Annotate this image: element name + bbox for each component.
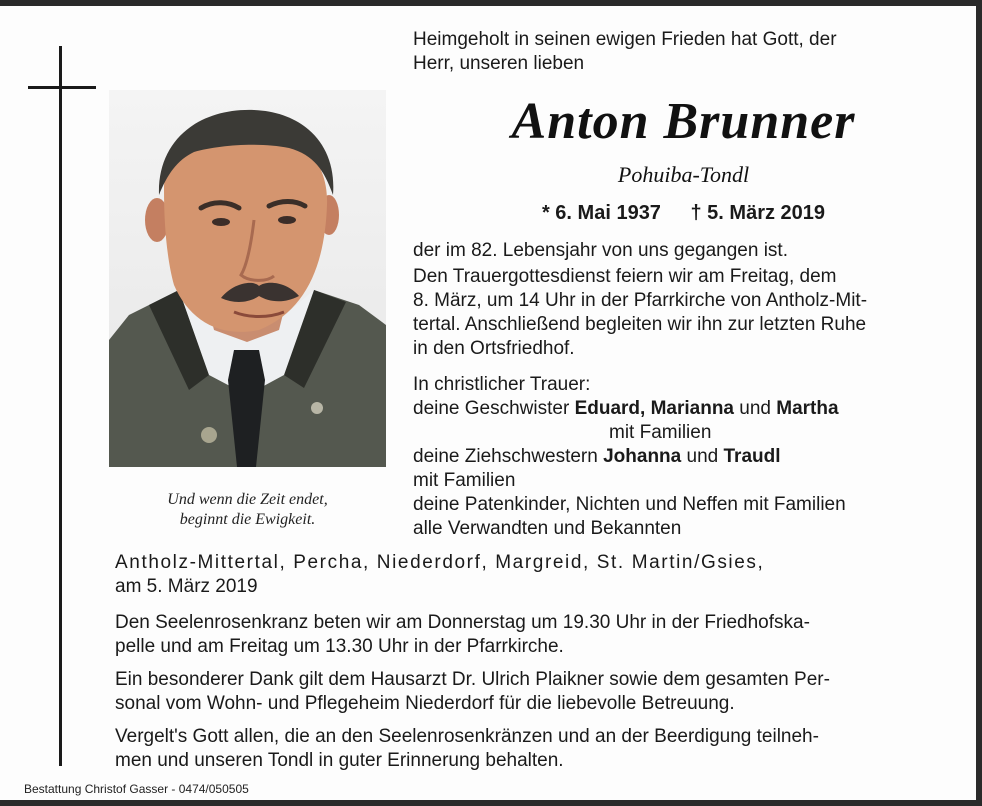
date-line: am 5. März 2019 [115,576,258,597]
service-line: 8. März, um 14 Uhr in der Pfarrkirche von Antholz-Mit- [413,290,868,311]
siblings-and: und [739,398,771,419]
age-text [413,239,954,263]
intro-line: Heimgeholt in seinen ewigen Frieden hat Gott, der [413,29,837,50]
quote-line: beginnt die Ewigkeit. [179,511,316,528]
cross-horizontal-bar [28,86,96,89]
mourners-heading: In christlicher Trauer: [413,374,591,395]
rosary-paragraph [115,611,955,659]
funeral-service-text [413,265,954,361]
intro-text [413,28,954,76]
foster-sisters-line [413,445,954,469]
deceased-nickname: Pohuiba-Tondl [617,162,750,187]
foster-and: und [686,446,719,467]
relatives-line: alle Verwandten und Bekannten [413,518,682,539]
godchildren-line: deine Patenkinder, Nichten und Neffen mit Familien [413,494,846,515]
deceased-name: Anton Brunner [511,93,856,150]
siblings-suffix: mit Familien [609,422,712,443]
closing-paragraph [115,725,955,773]
foster-suffix: mit Familien [413,470,516,491]
life-dates [413,202,954,225]
closing-line: men und unseren Tondl in guter Erinnerung behalten. [115,750,564,771]
service-line: Den Trauergottesdienst feiern wir am Freitag, dem [413,266,837,287]
closing-line: Vergelt's Gott allen, die an den Seelenrosenkränzen und an der Beerdigung teilneh- [115,726,819,747]
siblings-name-last: Martha [776,398,839,419]
places-and-date [115,551,915,599]
thanks-line: Ein besonderer Dank gilt dem Hausarzt Dr. Ulrich Plaikner sowie dem gesamten Per- [115,669,830,690]
siblings-prefix: deine Geschwister [413,398,570,419]
mourners-list [413,373,954,541]
places-line: Antholz-Mittertal, Percha, Niederdorf, Margreid, St. Martin/Gsies, [115,552,765,573]
portrait-photo [109,90,386,467]
rosary-line: Den Seelenrosenkranz beten wir am Donnerstag um 19.30 Uhr in der Friedhofska- [115,612,810,633]
service-line: tertal. Anschließend begleiten wir ihn zur letzten Ruhe [413,314,867,335]
thanks-line: sonal vom Wohn- und Pflegeheim Niederdorf für die liebevolle Betreuung. [115,693,735,714]
foster-prefix: deine Ziehschwestern [413,446,598,467]
death-date: † 5. März 2019 [690,202,826,224]
quote-line: Und wenn die Zeit endet, [167,491,328,508]
memorial-quote [120,490,375,530]
thanks-paragraph [115,668,955,716]
rosary-line: pelle und am Freitag um 13.30 Uhr in der Pfarrkirche. [115,636,564,657]
portrait-illustration [109,90,386,467]
siblings-names: Eduard, Marianna [574,398,734,419]
age-line: der im 82. Lebensjahr von uns gegangen ist. [413,240,788,261]
foster-name: Johanna [603,446,682,467]
birth-date: * 6. Mai 1937 [541,202,661,224]
funeral-home-footer: Bestattung Christof Gasser - 0474/050505 [24,782,249,796]
cross-vertical-bar [59,46,62,766]
siblings-line [413,397,954,421]
service-line: in den Ortsfriedhof. [413,338,575,359]
foster-name-last: Traudl [723,446,781,467]
intro-line: Herr, unseren lieben [413,53,585,74]
